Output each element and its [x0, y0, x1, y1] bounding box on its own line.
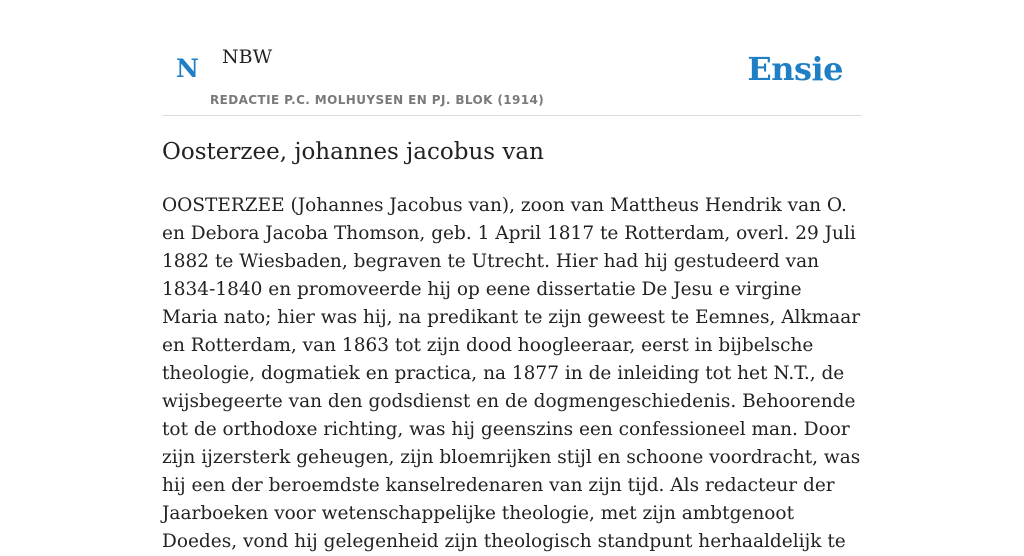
source-logo[interactable]: N [176, 54, 199, 83]
page-header [162, 0, 862, 116]
article-title: Oosterzee, johannes jacobus van [162, 139, 544, 165]
brand-logo-link[interactable]: Ensie [747, 50, 843, 88]
article-body: OOSTERZEE (Johannes Jacobus van), zoon van Mattheus Hendrik van O. en Debora Jacoba Thomson, geb. 1 April 1817 te Rotterdam, overl. 29 Juli 1882 te Wiesbaden, begraven te Utrecht. Hier had hij gestudeerd van 1834-1840 en promoveerde hij op eene dissertatie De Jesu e virgine Maria nato; hier was hij, na predikant te zijn geweest te Eemnes, Alkmaar en Rotterdam, van 1863 tot zijn dood hoogleeraar, eerst in bijbelsche theologie, dogmatiek en practica, na 1877 in de inleiding tot het N.T., de wijsbegeerte van den godsdienst en de dogmengeschiedenis. Behoorende tot de orthodoxe richting, was hij geenszins een confessioneel man. Door zijn ijzersterk geheugen, zijn bloemrijken stijl en schoone voordracht, was hij een der beroemdste kanselredenaren van zijn tijd. Als redacteur der Jaarboeken voor wetenschappelijke theologie, met zijn ambtgenoot Doedes, vond hij gelegenheid zijn theologisch standpunt herhaaldelijk te [162, 195, 861, 552]
source-title[interactable]: NBW [222, 46, 273, 68]
source-subtitle: REDACTIE P.C. MOLHUYSEN EN PJ. BLOK (1914) [210, 93, 545, 107]
